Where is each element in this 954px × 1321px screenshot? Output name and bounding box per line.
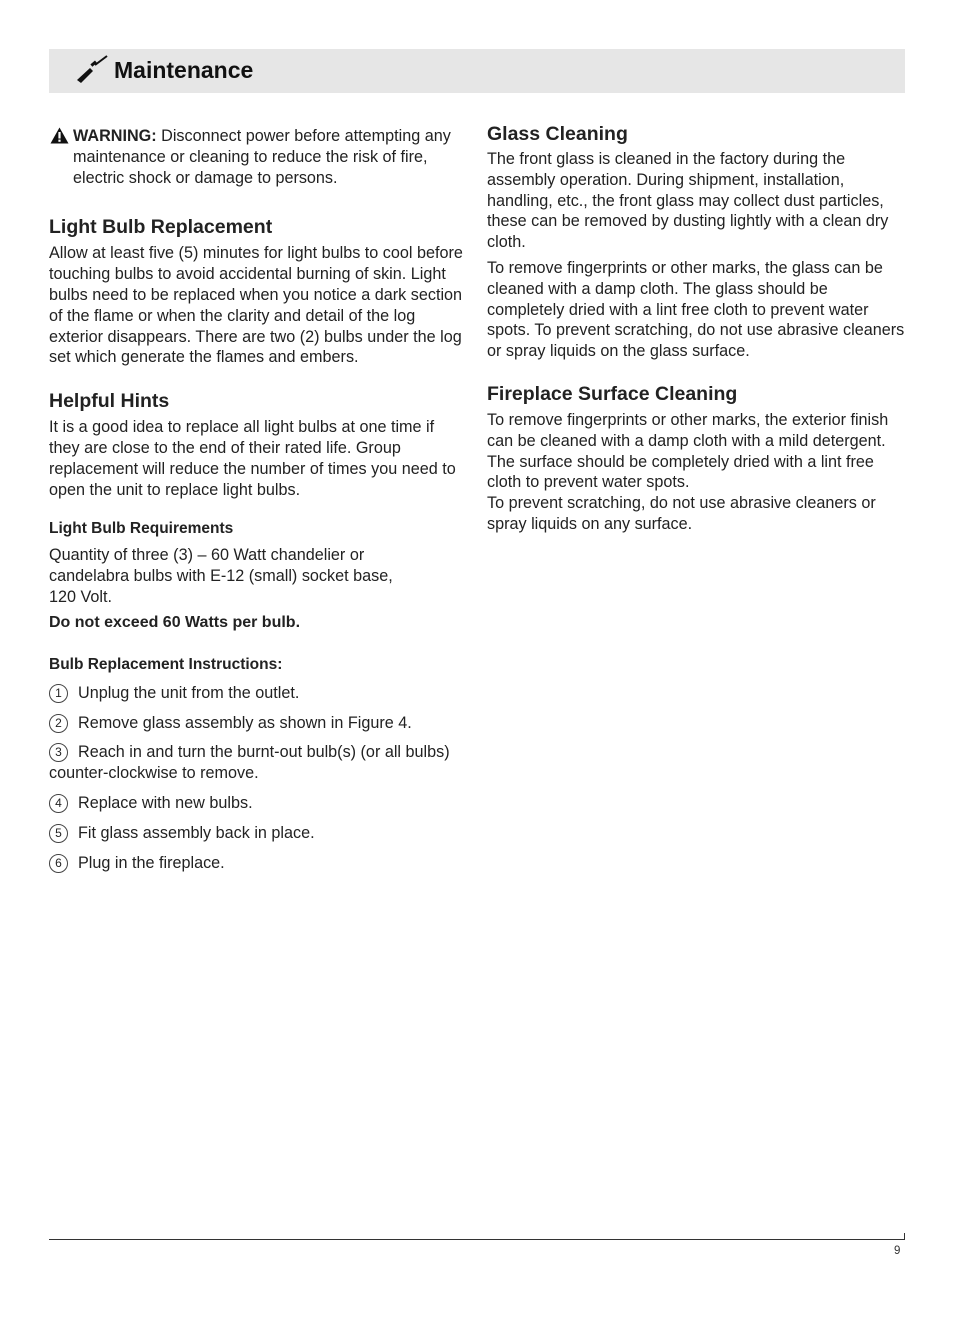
step-text: Reach in and turn the burnt-out bulb(s) (or all bulbs) counter-clockwise to remove.	[49, 743, 450, 783]
page-title: Maintenance	[114, 57, 254, 83]
instruction-step	[49, 683, 467, 704]
step-number: 4	[49, 794, 68, 813]
step-text: Fit glass assembly back in place.	[78, 823, 315, 842]
instruction-step	[49, 713, 467, 734]
warning-label: WARNING:	[73, 127, 157, 145]
section-header-bar	[49, 49, 905, 93]
instruction-step	[49, 742, 467, 784]
surface-cleaning-heading: Fireplace Surface Cleaning	[487, 382, 738, 405]
step-number: 1	[49, 684, 68, 703]
step-number: 3	[49, 743, 68, 762]
instruction-step	[49, 793, 467, 814]
surface-cleaning-paragraph-2: To prevent scratching, do not use abrasive cleaners or spray liquids on any surface.	[487, 494, 876, 533]
step-text: Plug in the fireplace.	[78, 853, 225, 872]
step-number: 5	[49, 824, 68, 843]
step-text: Replace with new bulbs.	[78, 793, 253, 812]
light-bulb-replacement-text: Allow at least five (5) minutes for light bulbs to cool before touching bulbs to avoid accidental burning of skin. Light bulbs need to be replaced when you notice a dark section of the flame or when the clarity and detail of the log exterior disappears. There are two (2) bulbs under the log set which generate the flames and embers.	[49, 244, 463, 367]
warning-text	[73, 126, 467, 188]
warning-triangle-icon	[50, 127, 69, 144]
wattage-warning: Do not exceed 60 Watts per bulb.	[49, 613, 301, 631]
right-column	[487, 122, 907, 535]
glass-cleaning-heading: Glass Cleaning	[487, 123, 628, 145]
helpful-hints-text: It is a good idea to replace all light bulbs at one time if they are close to the end of their rated life. Group replacement will reduce the number of times you need to open the unit to replace light bulbs.	[49, 418, 456, 499]
instruction-step	[49, 823, 467, 844]
left-column	[49, 126, 467, 873]
bulb-instructions-heading: Bulb Replacement Instructions:	[49, 655, 283, 673]
warning-notice	[49, 126, 467, 188]
step-text: Remove glass assembly as shown in Figure 4.	[78, 713, 412, 732]
instruction-step	[49, 853, 467, 874]
bulb-requirements-line-2: candelabra bulbs with E-12 (small) socket base,	[49, 567, 393, 586]
surface-cleaning-paragraph-1: To remove fingerprints or other marks, the exterior finish can be cleaned with a damp cloth with a mild detergent. The surface should be completely dried with a lint free cloth to prevent water spots.	[487, 410, 889, 492]
bulb-requirements-line-1: Quantity of three (3) – 60 Watt chandelier or	[49, 546, 365, 565]
footer-rule	[49, 1239, 905, 1240]
instruction-steps	[49, 683, 467, 874]
warning-body: Disconnect power before attempting any maintenance or cleaning to reduce the risk of fire, electric shock or damage to persons.	[73, 127, 451, 187]
bulb-requirements-line-3: 120 Volt.	[49, 587, 113, 606]
screwdriver-icon	[73, 54, 109, 86]
step-number: 2	[49, 714, 68, 733]
page-number: 9	[894, 1245, 901, 1257]
step-text: Unplug the unit from the outlet.	[78, 683, 300, 702]
glass-cleaning-paragraph-2: To remove fingerprints or other marks, the glass can be cleaned with a damp cloth. The glass should be completely dried with a lint free cloth to prevent water spots. To prevent scratching, do not use abrasive cleaners or spray liquids on the glass surface.	[487, 258, 905, 361]
helpful-hints-heading: Helpful Hints	[49, 390, 170, 413]
step-number: 6	[49, 854, 68, 873]
glass-cleaning-paragraph-1: The front glass is cleaned in the factory during the assembly operation. During shipment, installation, handling, etc., the front glass may collect dust particles, these can be removed by dusting lightly with a clean dry cloth.	[487, 150, 889, 252]
footer-rule-tick	[904, 1233, 905, 1240]
light-bulb-replacement-heading: Light Bulb Replacement	[49, 216, 273, 239]
bulb-requirements-heading: Light Bulb Requirements	[49, 520, 234, 538]
